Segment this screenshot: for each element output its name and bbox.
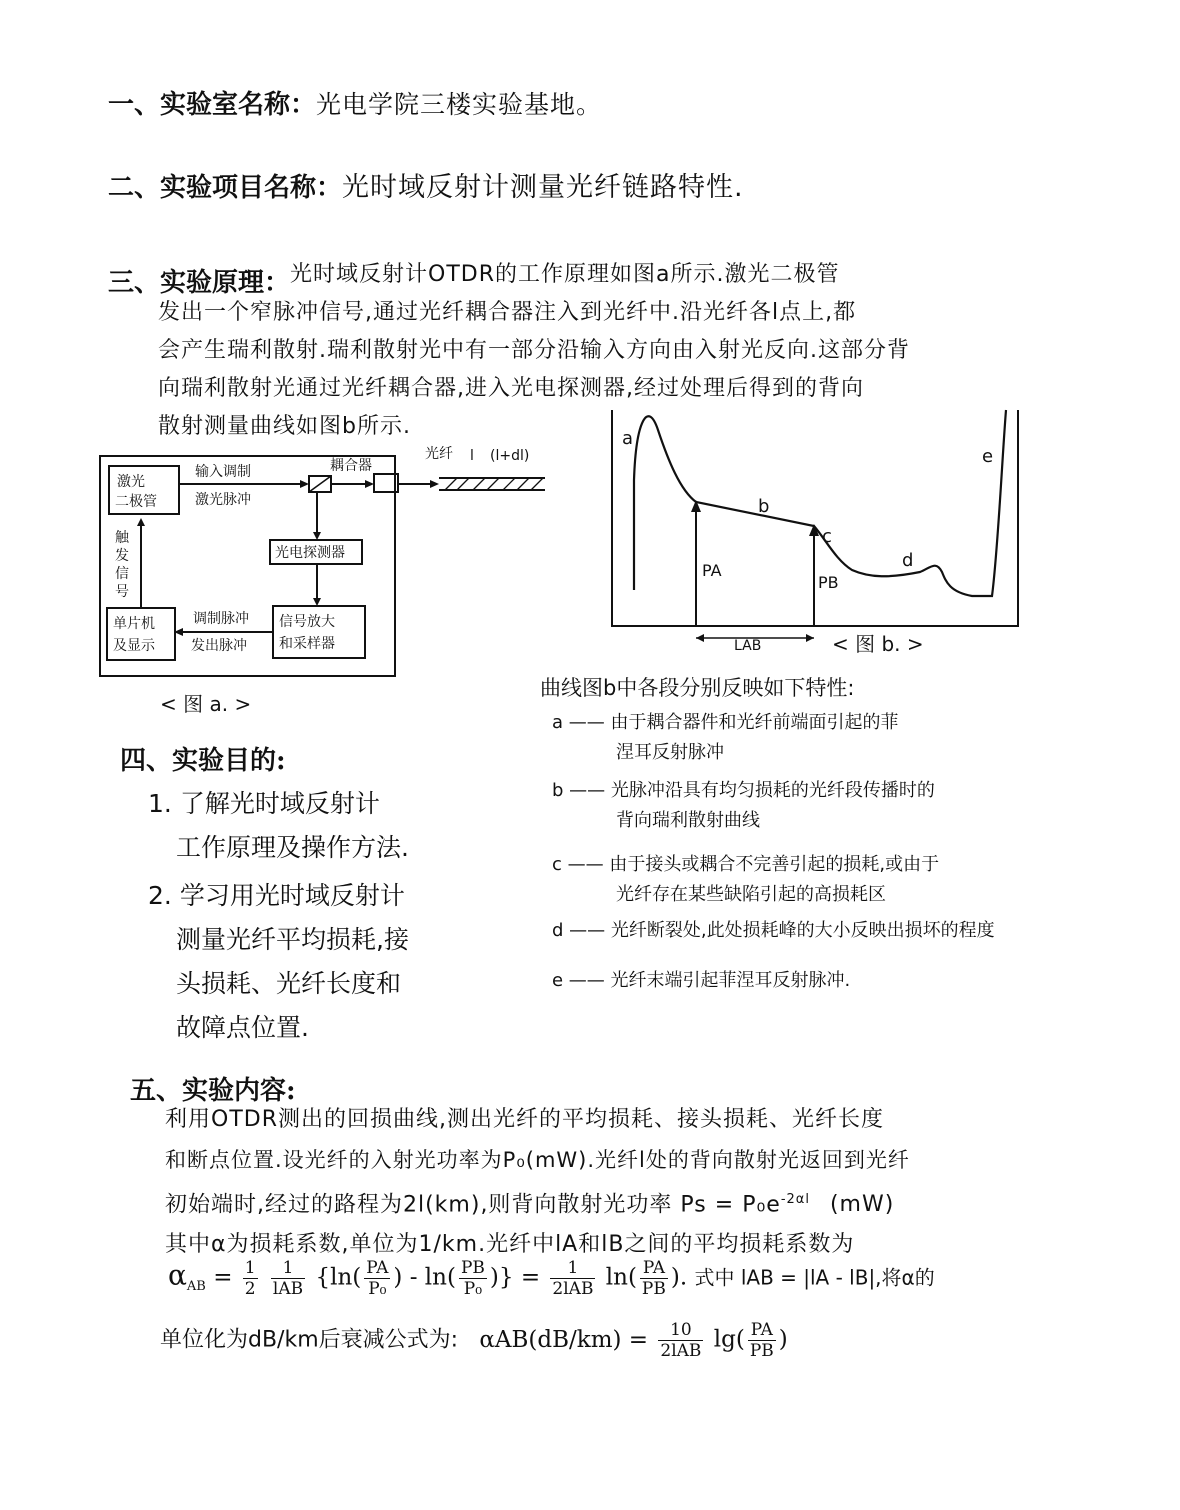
frac-pa-p0 bbox=[364, 1258, 390, 1299]
curve-desc-title: 曲线图b中各段分别反映如下特性: bbox=[540, 676, 855, 700]
amp-label-2: 和采样器 bbox=[279, 636, 335, 652]
item-text: 光纤末端引起菲涅耳反射脉冲. bbox=[610, 970, 851, 991]
curve-label-d: d bbox=[902, 550, 914, 571]
figure-b-plot bbox=[600, 400, 1030, 660]
pb-label: PB bbox=[818, 573, 839, 592]
frac-num: PB bbox=[460, 1258, 485, 1278]
curve-label-b: b bbox=[758, 496, 770, 517]
content-text: 利用OTDR测出的回损曲线,测出光纤的平均损耗、接头损耗、光纤长度 bbox=[165, 1107, 884, 1132]
fiber-label: 光纤 bbox=[425, 446, 453, 462]
trigger-4: 号 bbox=[115, 584, 129, 600]
item-text: 由于接头或耦合不完善引起的损耗,或由于 bbox=[609, 854, 940, 875]
curve-desc-list bbox=[552, 708, 995, 996]
objective-item-2 bbox=[148, 874, 409, 1050]
frac-half bbox=[243, 1258, 258, 1299]
lab-label: LAB bbox=[734, 638, 762, 654]
frac-one-lab bbox=[271, 1258, 305, 1299]
item-text: 涅耳反射脉冲 bbox=[616, 742, 724, 763]
content-text: 其中α为损耗系数,单位为1/km.光纤中lA和lB之间的平均损耗系数为 bbox=[165, 1232, 855, 1258]
pulse-label: 激光脉冲 bbox=[195, 492, 251, 508]
trigger-3: 信 bbox=[115, 566, 129, 582]
coupler-label: 耦合器 bbox=[330, 458, 372, 474]
frac-den: 2 bbox=[244, 1279, 256, 1299]
frac-ten-2lab bbox=[658, 1320, 703, 1361]
ln-3: ln bbox=[605, 1264, 628, 1291]
laser-label-2: 二极管 bbox=[115, 494, 157, 510]
formula-alpha-ab: $\alpha_{AB}$ = $\frac{1}{2}$ $\frac{1}{\text{lAB}}$ {ln( $\frac{PA}{\text{P₀}}$ ) - ln( $\frac{PB}{\text{P₀}}$ )} = $\frac{1}{\text{2lAB}}$ ln( $\frac{PA}{PB}$ ). 式中 lAB = |lA - lB|,将α的 bbox=[168, 1258, 935, 1299]
frac-pb-p0 bbox=[459, 1258, 487, 1299]
equals: = bbox=[213, 1264, 233, 1291]
frac-num: 1 bbox=[244, 1258, 256, 1278]
item-key: d bbox=[552, 920, 564, 941]
item-text: 光脉冲沿具有均匀损耗的光纤段传播时的 bbox=[610, 780, 935, 801]
ln-2: ln bbox=[424, 1264, 447, 1291]
objective-text: 故障点位置. bbox=[176, 1013, 309, 1042]
curve-desc-item-a: a —— 由于耦合器件和光纤前端面引起的菲 涅耳反射脉冲 bbox=[552, 708, 995, 768]
principle-line-1 bbox=[290, 256, 839, 294]
frac-den: 2lAB bbox=[660, 1341, 702, 1361]
item-key: b bbox=[552, 780, 564, 801]
frac-pa-pb-2 bbox=[748, 1320, 776, 1361]
frac-num: 10 bbox=[658, 1320, 703, 1341]
frac-pa-pb bbox=[640, 1258, 668, 1299]
lab-name-value: 光电学院三楼实验基地。 bbox=[316, 90, 603, 119]
mod-pulse-label: 调制脉冲 bbox=[193, 611, 249, 627]
frac-den: P₀ bbox=[368, 1279, 387, 1299]
item-text: 由于耦合器件和光纤前端面引起的菲 bbox=[610, 712, 899, 733]
curve-label-c: c bbox=[822, 526, 832, 547]
frac-den: 2lAB bbox=[552, 1279, 594, 1299]
unit-mw: (mW) bbox=[829, 1192, 895, 1218]
alpha-symbol: α bbox=[168, 1258, 187, 1292]
content-paragraph bbox=[165, 1100, 910, 1265]
section-1-heading bbox=[108, 84, 602, 121]
amp-label-1: 信号放大 bbox=[279, 614, 335, 630]
curve-desc-item-c: c —— 由于接头或耦合不完善引起的损耗,或由于 光纤存在某些缺陷引起的高损耗区 bbox=[552, 850, 995, 910]
pa-label: PA bbox=[702, 561, 722, 580]
frac-den: PB bbox=[749, 1341, 774, 1361]
objective-text: 工作原理及操作方法. bbox=[176, 833, 409, 862]
section-4-label: 四、实验目的: bbox=[120, 746, 286, 776]
frac-den: P₀ bbox=[463, 1279, 483, 1299]
frac-num: 1 bbox=[271, 1258, 305, 1279]
item-key: c bbox=[552, 854, 562, 875]
principle-text: 散射测量曲线如图b所示. bbox=[158, 414, 411, 439]
principle-text: 向瑞利散射光通过光纤耦合器,进入光电探测器,经过处理后得到的背向 bbox=[158, 376, 864, 401]
objective-text: 了解光时域反射计 bbox=[179, 789, 380, 818]
curve-label-a: a bbox=[622, 428, 634, 449]
objective-item-1 bbox=[148, 782, 409, 870]
section-4-heading bbox=[120, 740, 286, 777]
alpha-db: αAB(dB/km) = bbox=[479, 1326, 649, 1353]
formula-tail: 式中 lAB = |lA - lB|,将α的 bbox=[694, 1265, 935, 1290]
section-2-label: 二、实验项目名称： bbox=[108, 173, 343, 203]
curve-label-e: e bbox=[982, 446, 994, 467]
principle-text: 会产生瑞利散射.瑞利散射光中有一部分沿输入方向由入射光反向.这部分背 bbox=[158, 338, 910, 363]
mcu-label-2: 及显示 bbox=[113, 638, 155, 654]
frac-one-2lab bbox=[550, 1258, 595, 1299]
figure-a-diagram bbox=[95, 440, 555, 700]
objectives-list bbox=[148, 782, 409, 1050]
alpha-sub: AB bbox=[186, 1279, 206, 1295]
content-power-line bbox=[165, 1180, 910, 1225]
mcu-label-1: 单片机 bbox=[113, 616, 155, 632]
trigger-1: 触 bbox=[115, 530, 129, 546]
modulate-label: 输入调制 bbox=[195, 464, 251, 480]
curve-desc-item-d: d —— 光纤断裂处,此处损耗峰的大小反映出损坏的程度 bbox=[552, 920, 995, 941]
detector-label: 光电探测器 bbox=[275, 545, 345, 561]
curve-desc-item-b: b —— 光脉冲沿具有均匀损耗的光纤段传播时的 背向瑞利散射曲线 bbox=[552, 776, 995, 836]
frac-num: PA bbox=[640, 1258, 668, 1279]
frac-num: PA bbox=[748, 1320, 776, 1341]
content-text: 和断点位置.设光纤的入射光功率为P₀(mW).光纤l处的背向散射光返回到光纤 bbox=[165, 1148, 910, 1172]
content-text: 初始端时,经过的路程为2l(km),则背向散射光功率 Ps = P₀e bbox=[165, 1192, 781, 1218]
principle-text: 发出一个窄脉冲信号,通过光纤耦合器注入到光纤中.沿光纤各l点上,都 bbox=[158, 300, 857, 325]
section-1-label: 一、实验室名称： bbox=[108, 90, 317, 120]
item-text: 背向瑞利散射曲线 bbox=[616, 810, 760, 831]
item-text: 光纤断裂处,此处损耗峰的大小反映出损坏的程度 bbox=[610, 920, 995, 941]
figure-b-caption: < 图 b. > bbox=[832, 632, 924, 656]
send-pulse-label: 发出脉冲 bbox=[191, 638, 247, 654]
section-5-label: 五、实验内容: bbox=[130, 1076, 296, 1106]
objective-text: 测量光纤平均损耗,接 bbox=[176, 925, 409, 954]
objective-text: 头损耗、光纤长度和 bbox=[176, 969, 402, 998]
equals-2: = bbox=[520, 1264, 541, 1291]
fiber-l-label: l bbox=[470, 448, 474, 464]
minus: - bbox=[409, 1264, 418, 1291]
ln-1: ln bbox=[330, 1264, 353, 1291]
item-key: e bbox=[552, 970, 564, 991]
frac-den: lAB bbox=[272, 1279, 304, 1299]
item-text: 光纤存在某些缺陷引起的高损耗区 bbox=[616, 884, 886, 905]
section-3-label: 三、实验原理： bbox=[108, 268, 291, 298]
project-name-value: 光时域反射计测量光纤链路特性. bbox=[342, 172, 744, 203]
figure-a-caption: < 图 a. > bbox=[160, 692, 252, 716]
principle-text: 光时域反射计OTDR的工作原理如图a所示.激光二极管 bbox=[290, 262, 840, 287]
trigger-2: 发 bbox=[115, 548, 129, 564]
section-2-heading bbox=[108, 165, 744, 204]
exponent: -2αl bbox=[780, 1192, 810, 1207]
lg: lg bbox=[713, 1326, 736, 1353]
curve-desc-item-e: e —— 光纤末端引起菲涅耳反射脉冲. bbox=[552, 970, 851, 991]
formula-lead: 单位化为dB/km后衰减公式为: bbox=[160, 1327, 459, 1353]
laser-label-1: 激光 bbox=[117, 474, 145, 490]
formula-db-km: 单位化为dB/km后衰减公式为: αAB(dB/km) = $\frac{10}{\text{2lAB}}$ lg( $\frac{PA}{PB}$ ) bbox=[160, 1320, 788, 1361]
objective-num: 2. bbox=[148, 881, 172, 910]
objective-num: 1. bbox=[148, 789, 172, 818]
fiber-ldl-label: (l+dl) bbox=[490, 448, 530, 464]
frac-den: PB bbox=[641, 1279, 666, 1299]
frac-num: 1 bbox=[550, 1258, 595, 1279]
frac-num: PA bbox=[366, 1258, 389, 1278]
item-key: a bbox=[552, 712, 564, 733]
objective-text: 学习用光时域反射计 bbox=[179, 881, 405, 910]
